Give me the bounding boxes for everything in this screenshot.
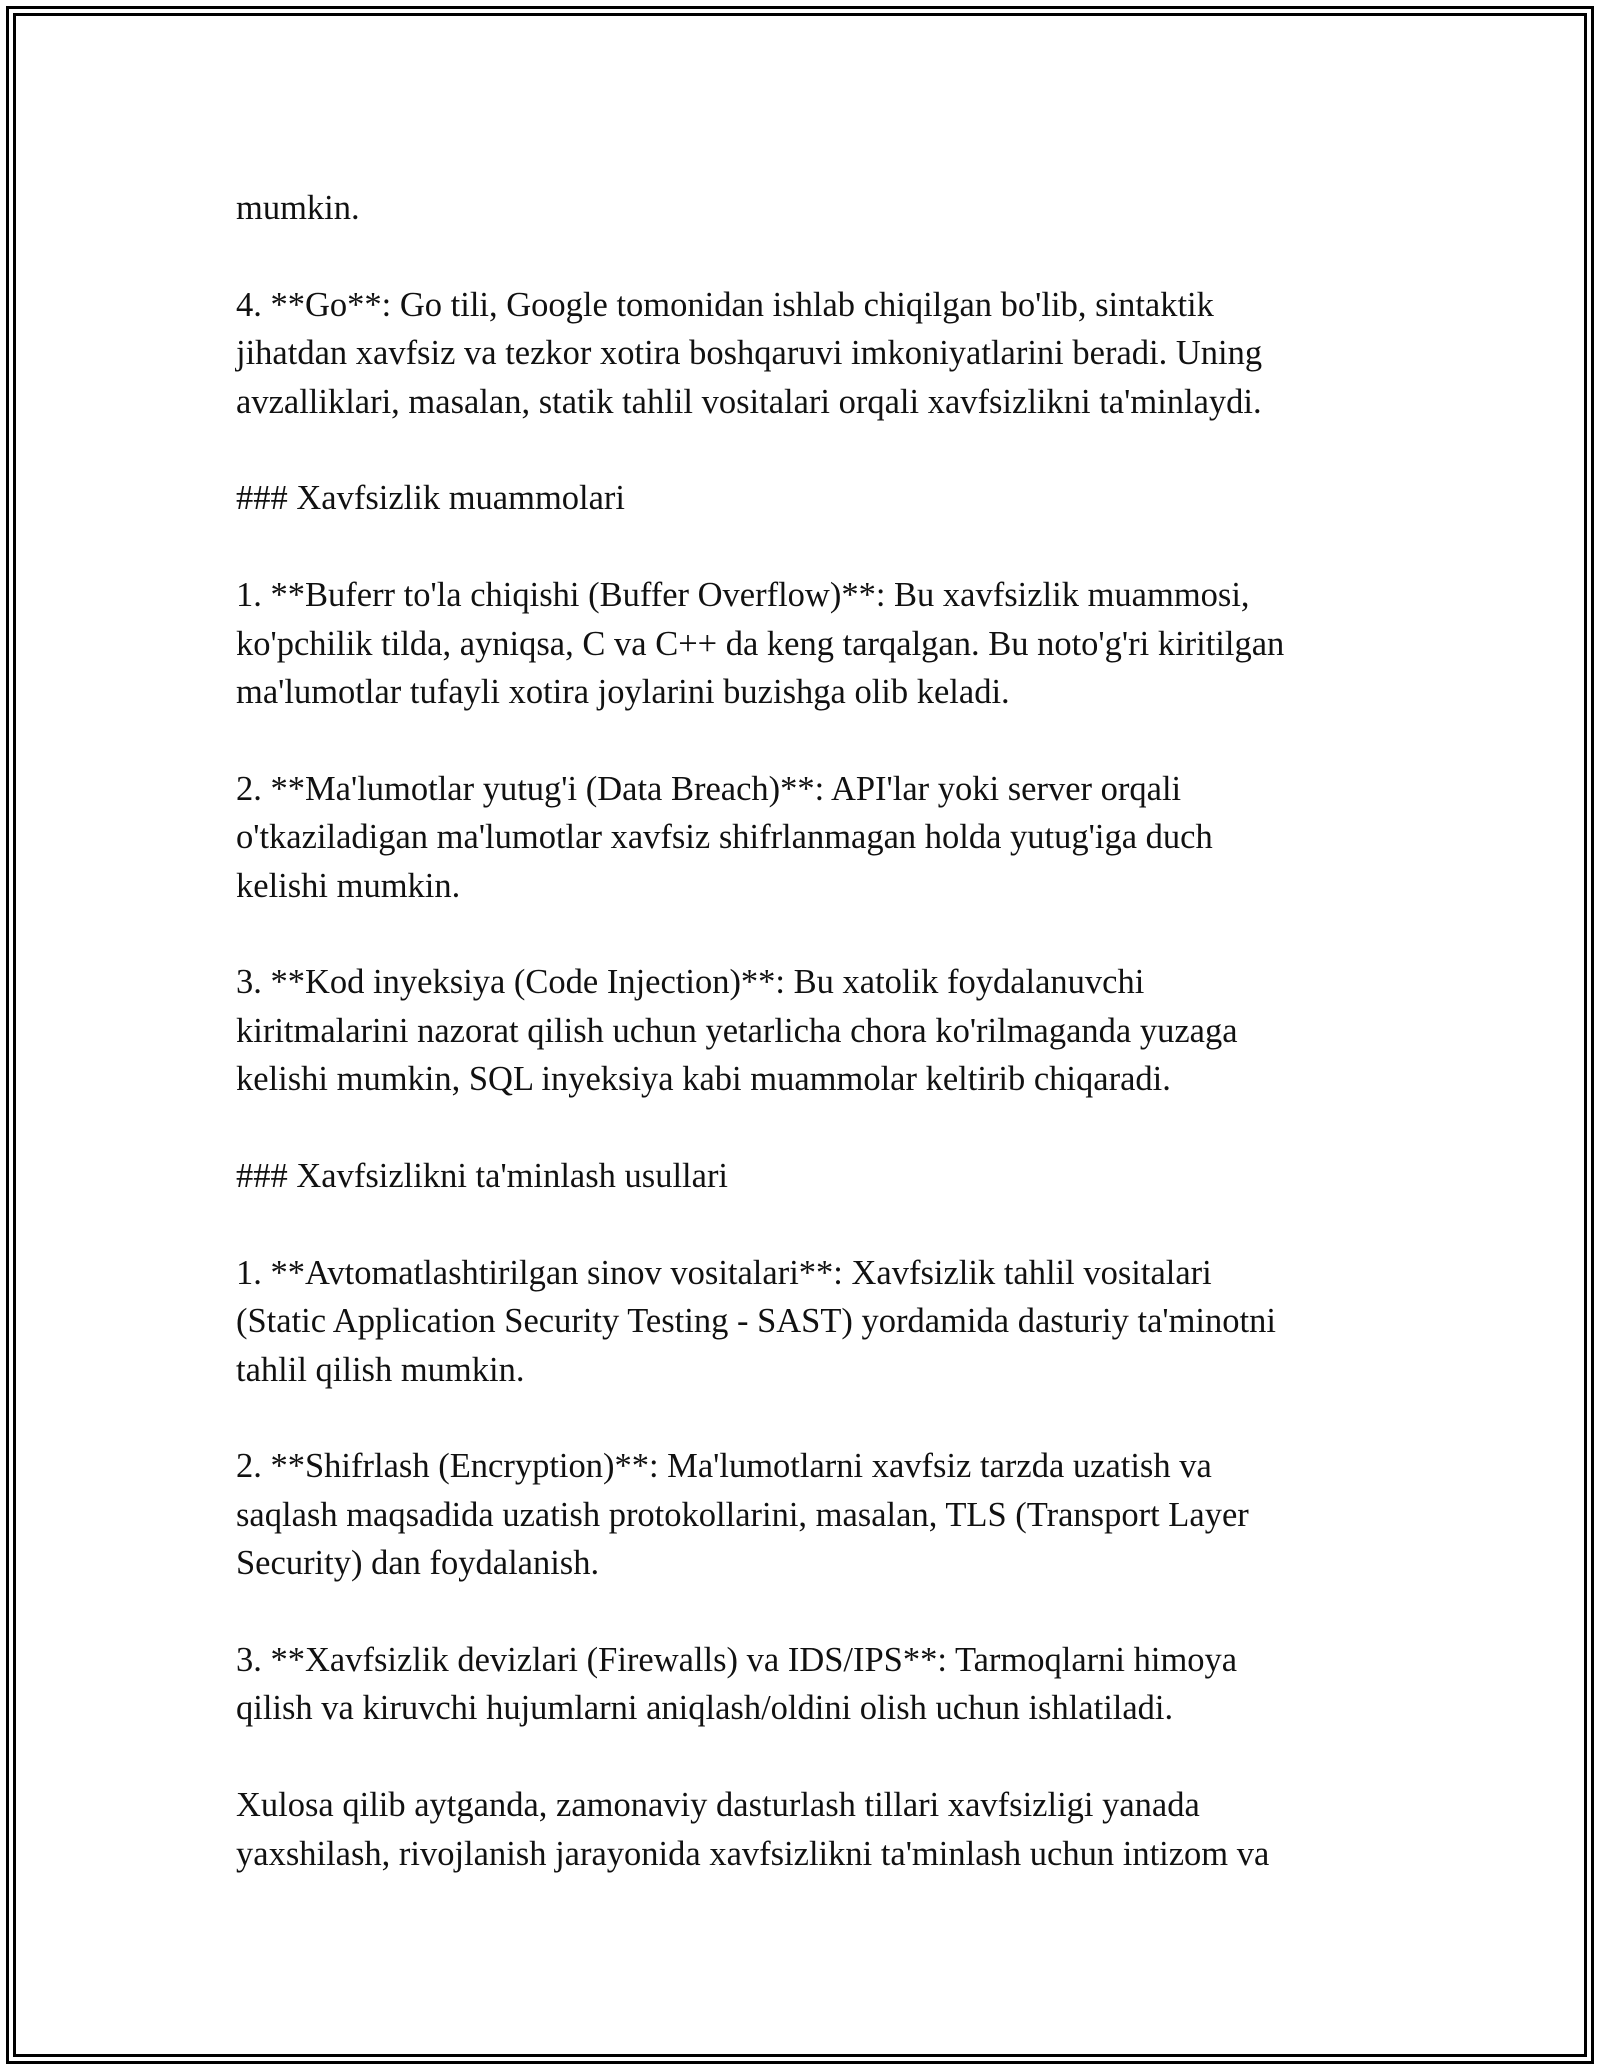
paragraph-conclusion: Xulosa qilib aytganda, zamonaviy dasturlash tillari xavfsizligi yanada yaxshilash, rivojlanish jarayonida xavfsizlikni ta'minlash uchun intizom va <box>236 1786 1270 1873</box>
paragraph-go-language: 4. **Go**: Go tili, Google tomonidan ishlab chiqilgan bo'lib, sintaktik jihatdan xavfsiz va tezkor xotira boshqaruvi imkoniyatlarini beradi. Uning avzalliklari, masalan, statik tahlil vositalari orqali xavfsizlikni ta'minlaydi. <box>236 285 1263 421</box>
heading-security-methods: ### Xavfsizlikni ta'minlash usullari <box>236 1157 729 1196</box>
paragraph-firewalls: 3. **Xavfsizlik devizlari (Firewalls) va IDS/IPS**: Tarmoqlarni himoya qilish va kiruvchi hujumlarni aniqlash/oldini olish uchun ishlatiladi. <box>236 1641 1238 1728</box>
heading-security-problems: ### Xavfsizlik muammolari <box>236 479 626 518</box>
paragraph-encryption: 2. **Shifrlash (Encryption)**: Ma'lumotlarni xavfsiz tarzda uzatish va saqlash maqsadida uzatish protokollarini, masalan, TLS (Transport Layer Security) dan foydalanish. <box>236 1447 1249 1583</box>
document-body <box>236 184 1396 1878</box>
paragraph-continuation: mumkin. <box>236 189 360 227</box>
paragraph-data-breach: 2. **Ma'lumotlar yutug'i (Data Breach)**: API'lar yoki server orqali o'tkaziladigan ma'lumotlar xavfsiz shifrlanmagan holda yutug'iga duch kelishi mumkin. <box>236 769 1213 905</box>
paragraph-automated-testing: 1. **Avtomatlashtirilgan sinov vositalari**: Xavfsizlik tahlil vositalari (Static Application Security Testing - SAST) yordamida dasturiy ta'minotni tahlil qilish mumkin. <box>236 1253 1276 1389</box>
paragraph-code-injection: 3. **Kod inyeksiya (Code Injection)**: Bu xatolik foydalanuvchi kiritmalarini nazorat qilish uchun yetarlicha chora ko'rilmaganda yuzaga kelishi mumkin, SQL inyeksiya kabi muammolar keltirib chiqaradi. <box>236 963 1238 1099</box>
paragraph-buffer-overflow: 1. **Buferr to'la chiqishi (Buffer Overflow)**: Bu xavfsizlik muammosi, ko'pchilik tilda, ayniqsa, C va C++ da keng tarqalgan. Bu noto'g'ri kiritilgan ma'lumotlar tufayli xotira joylarini buzishga olib keladi. <box>236 576 1285 712</box>
